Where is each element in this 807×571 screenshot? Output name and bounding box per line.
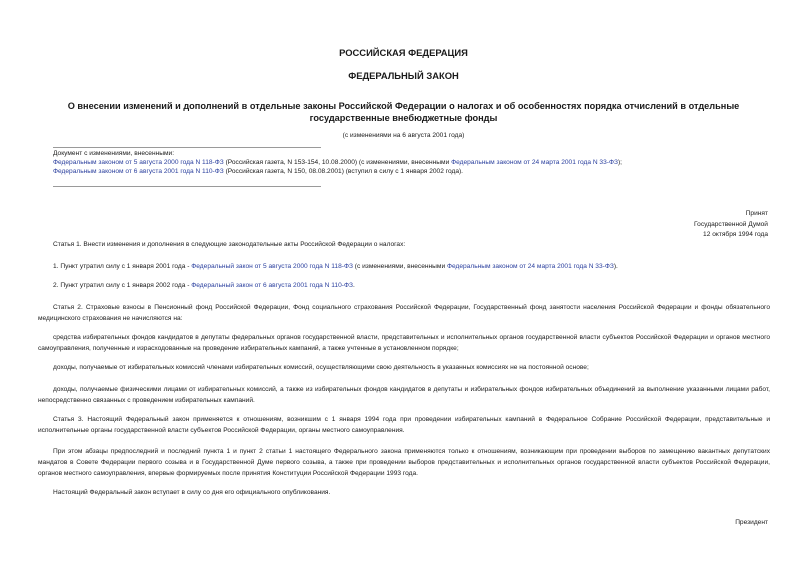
changes-top-rule [53, 147, 321, 148]
article-2-heading: Статья 2. Страховые взносы в Пенсионный фонд Российской Федерации, Фонд социального страхования Российской Федерации, Государственный фонд занятости населения Российской Федерации и фонды обязательного медицинского страхования не начисляются на: [38, 304, 770, 322]
document-title: О внесении изменений и дополнений в отдельные законы Российской Федерации о налогах и об особенностях порядка отчислений в отдельные государственные внебюджетные фонды [67, 101, 740, 123]
adopted-label: Принят [745, 210, 768, 217]
article-3-heading: Статья 3. Настоящий Федеральный закон применяется к отношениям, возникшим с 1 января 1994 года при проведении избирательных кампаний в Федеральное Собрание Российской Федерации, представительные и исполнительные органы государственной власти субъектов Российской Федерации, органы местного самоуправления. [38, 416, 770, 434]
article-1-heading: Статья 1. Внести изменения и дополнения в следующие законодательные акты Российской Федерации о налогах: [53, 241, 406, 248]
article-2-item-3: доходы, получаемые физическими лицами от избирательных комиссий, а также из избирательных фондов кандидатов в депутаты и избирательных фондов избирательных объединений за выполнение указанными лицами работ, непосредственно связанных с проведением избирательных кампаний. [38, 386, 770, 404]
link-law-110fz[interactable]: Федеральным законом от 6 августа 2001 года N 110-ФЗ [53, 168, 224, 175]
article-1-point-1: 1. Пункт утратил силу с 1 января 2001 года - Федеральный закон от 5 августа 2000 года N 118-ФЗ (с изменениями, внесенными Федеральным законом от 24 марта 2001 года N 33-ФЗ). [53, 263, 618, 270]
adoption-block [560, 209, 768, 241]
changes-line-1: Федеральным законом от 5 августа 2000 года N 118-ФЗ (Российская газета, N 153-154, 10.08.2000) (с изменениями, внесенными Федеральным законом от 24 марта 2001 года N 33-ФЗ); [53, 159, 622, 166]
article-1-point-2: 2. Пункт утратил силу с 1 января 2002 года - Федеральный закон от 6 августа 2001 года N 110-ФЗ. [53, 282, 355, 289]
link-article1-110fz[interactable]: Федеральный закон от 6 августа 2001 года N 110-ФЗ [191, 282, 353, 289]
article-3-paragraph-2: При этом абзацы предпоследний и последний пункта 1 и пункт 2 статьи 1 настоящего Федерального закона применяются только к отношениям, возникающим при проведении выборов по замещению вакантных депутатских мандатов в Совете Федерации первого созыва и в Государственной Думе первого созыва, а также при проведении выборов представительных и исполнительных органов государственной власти субъектов Российской Федерации, органов местного самоуправления, впервые формируемых после принятия Конституции Российской Федерации 1993 года. [38, 448, 770, 477]
changes-line-2: Федеральным законом от 6 августа 2001 года N 110-ФЗ (Российская газета, N 150, 08.08.2001) (вступил в силу с 1 января 2002 года). [53, 168, 464, 175]
country-heading: РОССИЙСКАЯ ФЕДЕРАЦИЯ [339, 47, 468, 58]
changes-intro: Документ с изменениями, внесенными: [53, 150, 175, 157]
link-law-118fz[interactable]: Федеральным законом от 5 августа 2000 года N 118-ФЗ [53, 159, 224, 166]
changes-block [53, 149, 773, 176]
signature-role: Президент [735, 519, 768, 526]
doc-type-heading: ФЕДЕРАЛЬНЫЙ ЗАКОН [348, 70, 459, 81]
link-article1-118fz[interactable]: Федеральный закон от 5 августа 2000 года N 118-ФЗ [191, 263, 353, 270]
link-article1-33fz[interactable]: Федеральным законом от 24 марта 2001 года N 33-ФЗ [446, 263, 614, 270]
adopted-by: Государственной Думой [694, 220, 768, 228]
article-3-paragraph-3: Настоящий Федеральный закон вступает в силу со дня его официального опубликования. [53, 489, 331, 496]
article-2-item-1: средства избирательных фондов кандидатов в депутаты федеральных органов государственной власти, представительных и исполнительных органов государственной власти субъектов Российской Федерации и органов местного самоуправления, полученные и израсходованные на проведение избирательных кампаний, а также учтенные в установленном порядке; [38, 334, 770, 352]
link-law-33fz[interactable]: Федеральным законом от 24 марта 2001 года N 33-ФЗ [451, 159, 618, 166]
adopted-date: 12 октября 1994 года [703, 231, 768, 238]
revision-note: (с изменениями на 6 августа 2001 года) [342, 132, 465, 139]
changes-bottom-rule [53, 186, 321, 187]
article-2-item-2: доходы, получаемые от избирательных комиссий членами избирательных комиссий, осуществляющими свою деятельность в указанных комиссиях не на постоянной основе; [53, 364, 589, 371]
